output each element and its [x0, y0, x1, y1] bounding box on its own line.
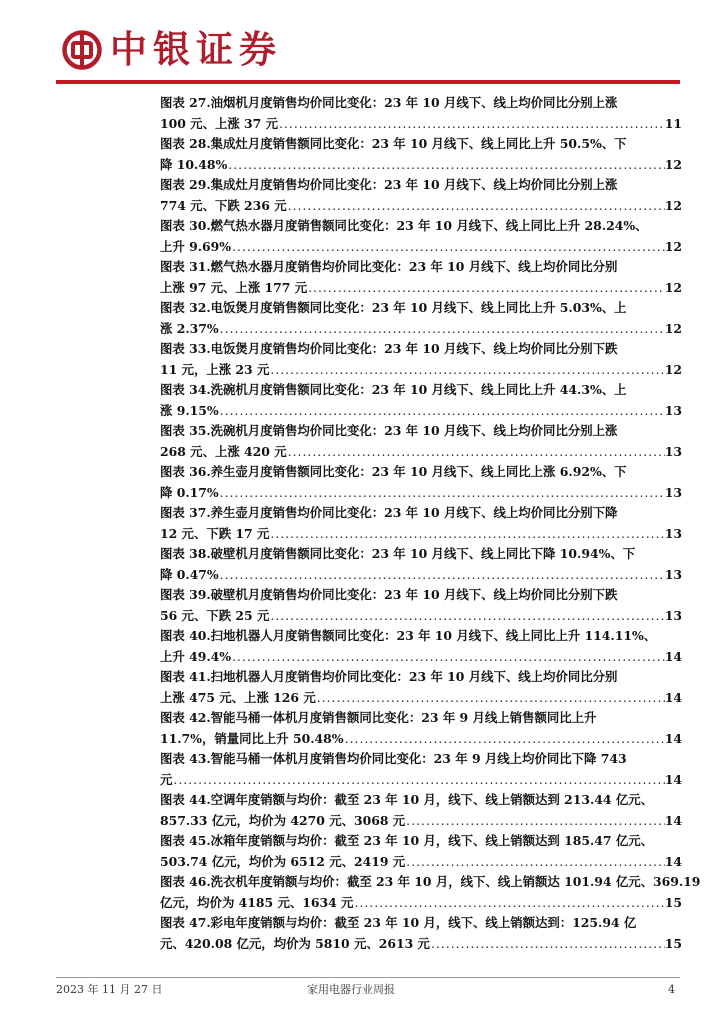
dot-leader	[287, 441, 665, 462]
dot-leader	[269, 359, 664, 380]
toc-entry[interactable]	[160, 256, 682, 297]
toc-entry[interactable]	[160, 174, 682, 215]
toc-entry[interactable]	[160, 830, 682, 871]
toc-entry-continuation-row	[160, 359, 682, 380]
toc-entry-continuation: 涨 2.37%	[160, 321, 219, 336]
toc-entry-title: 图表 34.洗碗机月度销售额同比变化：23 年 10 月线下、线上同比上升 44.3%、上	[160, 382, 627, 397]
toc-entry-continuation-row	[160, 441, 682, 462]
toc-entry-continuation: 11 元，上涨 23 元	[160, 362, 270, 377]
toc-entry-continuation: 上升 9.69%	[160, 239, 232, 254]
toc-entry-continuation: 亿元，均价为 4185 元、1634 元	[160, 895, 354, 910]
footer-date: 2023 年 11 月 27 日	[56, 983, 163, 996]
toc-entry-continuation-row	[160, 851, 682, 872]
toc-entry-title: 图表 46.洗衣机年度销额与均价：截至 23 年 10 月，线下、线上销额达 101.94 亿元、369.19	[160, 874, 701, 889]
toc-entry-page-number[interactable]: 13	[664, 485, 682, 500]
toc-entry-title: 图表 43.智能马桶一体机月度销售均价同比变化：23 年 9 月线上均价同比下降 743	[160, 751, 627, 766]
toc-entry-page-number[interactable]: 12	[664, 198, 682, 213]
dot-leader	[430, 933, 665, 954]
toc-entry-continuation: 11.7%，销量同比上升 50.48%	[160, 731, 344, 746]
toc-entry-continuation: 降 0.47%	[160, 567, 219, 582]
toc-entry-continuation: 503.74 亿元，均价为 6512 元、2419 元	[160, 854, 406, 869]
toc-entry[interactable]	[160, 92, 682, 133]
toc-entry-continuation: 12 元、下跌 17 元	[160, 526, 270, 541]
toc-entry-continuation-row	[160, 933, 682, 954]
toc-entry-page-number[interactable]: 13	[664, 403, 682, 418]
toc-entry-title: 图表 33.电饭煲月度销售均价同比变化：23 年 10 月线下、线上均价同比分别下跌	[160, 341, 618, 356]
toc-entry-page-number[interactable]: 14	[664, 854, 682, 869]
toc-entry-continuation: 元、420.08 亿元，均价为 5810 元、2613 元	[160, 936, 430, 951]
toc-entry-title: 图表 42.智能马桶一体机月度销售额同比变化：23 年 9 月线上销售额同比上升	[160, 710, 597, 725]
toc-entry-title: 图表 45.冰箱年度销额与均价：截至 23 年 10 月，线下、线上销额达到 185.47 亿元、	[160, 833, 653, 848]
toc-entry[interactable]	[160, 748, 682, 789]
toc-entry[interactable]	[160, 215, 682, 256]
toc-entry-page-number[interactable]: 14	[664, 813, 682, 828]
toc-entry[interactable]	[160, 338, 682, 379]
toc-entry-continuation-row	[160, 400, 682, 421]
toc-entry[interactable]	[160, 912, 682, 953]
dot-leader	[405, 810, 665, 831]
toc-entry-page-number[interactable]: 12	[664, 362, 682, 377]
dot-leader	[219, 482, 665, 503]
toc-entry-page-number[interactable]: 12	[664, 157, 682, 172]
toc-entry-continuation-row	[160, 564, 682, 585]
toc-entry-continuation: 涨 9.15%	[160, 403, 219, 418]
toc-entry-title: 图表 47.彩电年度销额与均价：截至 23 年 10 月，线下、线上销额达到：125.94 亿	[160, 915, 637, 930]
toc-entry-title: 图表 38.破壁机月度销售额同比变化：23 年 10 月线下、线上同比下降 10.94%、下	[160, 546, 636, 561]
toc-entry-continuation-row	[160, 113, 682, 134]
dot-leader	[269, 523, 664, 544]
toc-entry[interactable]	[160, 502, 682, 543]
toc-entry-continuation-row	[160, 728, 682, 749]
dot-leader	[219, 564, 665, 585]
toc-entry-page-number[interactable]: 14	[664, 772, 682, 787]
toc-entry-continuation: 元	[160, 772, 173, 787]
toc-entry-continuation-row	[160, 277, 682, 298]
toc-entry-title: 图表 27.油烟机月度销售均价同比变化：23 年 10 月线下、线上均价同比分别上涨	[160, 95, 618, 110]
toc-entry[interactable]	[160, 133, 682, 174]
toc-entry-page-number[interactable]: 12	[664, 280, 682, 295]
toc-entry-continuation: 774 元、下跌 236 元	[160, 198, 287, 213]
toc-entry-title: 图表 28.集成灶月度销售额同比变化：23 年 10 月线下、线上同比上升 50.5%、下	[160, 136, 627, 151]
toc-entry[interactable]	[160, 666, 682, 707]
toc-entry-continuation-row	[160, 482, 682, 503]
toc-entry[interactable]	[160, 461, 682, 502]
toc-entry-page-number[interactable]: 14	[664, 649, 682, 664]
toc-entry-continuation-row	[160, 195, 682, 216]
toc-entry-continuation-row	[160, 605, 682, 626]
toc-entry-continuation: 100 元、上涨 37 元	[160, 116, 279, 131]
footer-divider	[56, 977, 680, 978]
toc-entry-page-number[interactable]: 15	[664, 895, 682, 910]
toc-entry-page-number[interactable]: 15	[664, 936, 682, 951]
dot-leader	[172, 769, 664, 790]
toc-entry-continuation: 857.33 亿元，均价为 4270 元、3068 元	[160, 813, 406, 828]
toc-entry-title: 图表 39.破壁机月度销售均价同比变化：23 年 10 月线下、线上均价同比分别下跌	[160, 587, 618, 602]
toc-entry-page-number[interactable]: 13	[664, 444, 682, 459]
toc-entry-continuation-row	[160, 769, 682, 790]
dot-leader	[307, 277, 665, 298]
toc-entry-page-number[interactable]: 13	[664, 608, 682, 623]
dot-leader	[353, 892, 664, 913]
dot-leader	[269, 605, 664, 626]
dot-leader	[316, 687, 665, 708]
toc-entry-continuation-row	[160, 810, 682, 831]
dot-leader	[287, 195, 665, 216]
toc-entry-continuation-row	[160, 892, 682, 913]
toc-entry-continuation-row	[160, 646, 682, 667]
toc-entry-title: 图表 35.洗碗机月度销售均价同比变化：23 年 10 月线下、线上均价同比分别上涨	[160, 423, 618, 438]
dot-leader	[405, 851, 665, 872]
toc-entry[interactable]	[160, 789, 682, 830]
toc-entry-continuation: 降 0.17%	[160, 485, 219, 500]
toc-entry[interactable]	[160, 625, 682, 666]
toc-entry-page-number[interactable]: 12	[664, 239, 682, 254]
toc-entry-page-number[interactable]: 12	[664, 321, 682, 336]
toc-entry-title: 图表 41.扫地机器人月度销售均价同比变化：23 年 10 月线下、线上均价同比分别	[160, 669, 618, 684]
dot-leader	[219, 318, 665, 339]
toc-entry[interactable]	[160, 707, 682, 748]
toc-entry[interactable]	[160, 379, 682, 420]
toc-entry-continuation: 268 元、上涨 420 元	[160, 444, 287, 459]
toc-entry-title: 图表 32.电饭煲月度销售额同比变化：23 年 10 月线下、线上同比上升 5.03%、上	[160, 300, 627, 315]
toc-entry[interactable]	[160, 297, 682, 338]
header-divider	[56, 80, 680, 84]
toc-entry-title: 图表 40.扫地机器人月度销售额同比变化：23 年 10 月线下、线上同比上升 114.11%、	[160, 628, 657, 643]
toc-entry-page-number[interactable]: 14	[664, 690, 682, 705]
toc-entry-page-number[interactable]: 11	[664, 116, 682, 131]
dot-leader	[219, 400, 665, 421]
brand-name: 中银证券	[110, 28, 282, 71]
toc-entry-title: 图表 29.集成灶月度销售均价同比变化：23 年 10 月线下、线上均价同比分别上涨	[160, 177, 618, 192]
toc-entry-continuation: 上升 49.4%	[160, 649, 232, 664]
toc-entry-page-number[interactable]: 13	[664, 567, 682, 582]
toc-entry-continuation-row	[160, 318, 682, 339]
toc-entry[interactable]	[160, 871, 701, 912]
table-of-figures	[160, 92, 701, 953]
toc-entry-continuation-row	[160, 687, 682, 708]
toc-entry-continuation-row	[160, 236, 682, 257]
dot-leader	[227, 154, 664, 175]
toc-entry-title: 图表 37.养生壶月度销售均价同比变化：23 年 10 月线下、线上均价同比分别下降	[160, 505, 618, 520]
dot-leader	[278, 113, 665, 134]
toc-entry-title: 图表 30.燃气热水器月度销售额同比变化：23 年 10 月线下、线上同比上升 28.24%、	[160, 218, 648, 233]
toc-entry-continuation: 56 元、下跌 25 元	[160, 608, 270, 623]
toc-entry-continuation: 降 10.48%	[160, 157, 228, 172]
dot-leader	[231, 646, 665, 667]
toc-entry-title: 图表 44.空调年度销额与均价：截至 23 年 10 月，线下、线上销额达到 213.44 亿元、	[160, 792, 653, 807]
toc-entry-page-number[interactable]: 14	[664, 731, 682, 746]
toc-entry-title: 图表 36.养生壶月度销售额同比变化：23 年 10 月线下、线上同比上涨 6.92%、下	[160, 464, 627, 479]
toc-entry[interactable]	[160, 543, 682, 584]
footer-page-number: 4	[668, 983, 675, 996]
bank-of-china-logo-icon	[62, 30, 102, 70]
toc-entry-continuation-row	[160, 523, 682, 544]
toc-entry-page-number[interactable]: 13	[664, 526, 682, 541]
footer-report-title: 家用电器行业周报	[307, 983, 395, 996]
toc-entry-continuation: 上涨 475 元、上涨 126 元	[160, 690, 316, 705]
toc-entry-continuation-row	[160, 154, 682, 175]
dot-leader	[231, 236, 665, 257]
toc-entry-title: 图表 31.燃气热水器月度销售均价同比变化：23 年 10 月线下、线上均价同比分别	[160, 259, 618, 274]
dot-leader	[344, 728, 665, 749]
toc-entry-continuation: 上涨 97 元、上涨 177 元	[160, 280, 308, 295]
toc-entry[interactable]	[160, 584, 682, 625]
toc-entry[interactable]	[160, 420, 682, 461]
page-header	[0, 0, 724, 84]
